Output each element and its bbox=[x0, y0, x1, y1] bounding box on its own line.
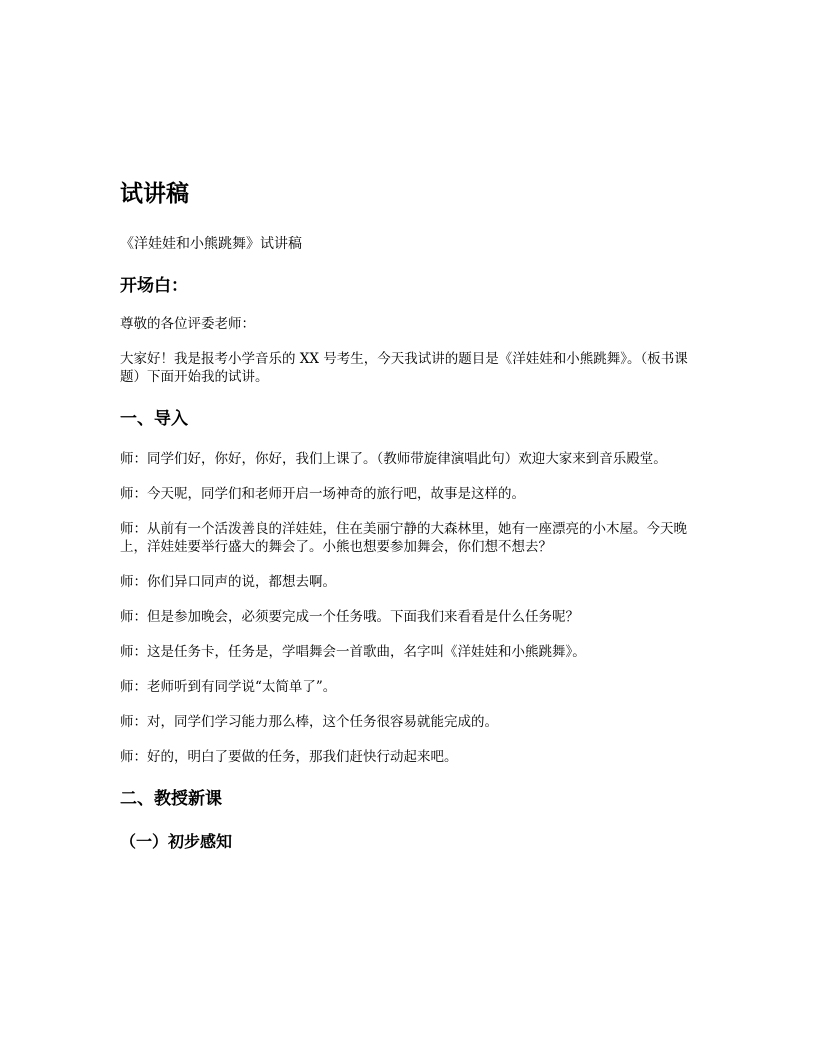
intro-paragraph: 师：老师听到有同学说“太简单了”。 bbox=[120, 679, 337, 695]
intro-paragraph: 师：你们异口同声的说，都想去啊。 bbox=[120, 574, 336, 590]
section-heading-intro: 一、导入 bbox=[120, 409, 188, 429]
intro-paragraph: 师：好的，明白了要做的任务，那我们赶快行动起来吧。 bbox=[120, 749, 458, 765]
opening-paragraph: 大家好！我是报考小学音乐的 XX 号考生，今天我试讲的题目是《洋娃娃和小熊跳舞》。（板书课题）下面开始我的试讲。 bbox=[120, 351, 688, 385]
intro-paragraph: 师：从前有一个活泼善良的洋娃娃，住在美丽宁静的大森林里，她有一座漂亮的小木屋。今天晚上，洋娃娃要举行盛大的舞会了。小熊也想要参加舞会，你们想不想去？ bbox=[120, 521, 687, 555]
subsection-heading-first-perception: （一）初步感知 bbox=[120, 832, 233, 851]
intro-paragraph: 师：对，同学们学习能力那么棒，这个任务很容易就能完成的。 bbox=[120, 714, 498, 730]
document-title: 试讲稿 bbox=[120, 181, 189, 207]
intro-paragraph: 师：这是任务卡，任务是，学唱舞会一首歌曲，名字叫《洋娃娃和小熊跳舞》。 bbox=[120, 644, 586, 660]
intro-paragraph: 师：但是参加晚会，必须要完成一个任务哦。下面我们来看看是什么任务呢？ bbox=[120, 609, 579, 625]
intro-paragraph: 师：今天呢，同学们和老师开启一场神奇的旅行吧，故事是这样的。 bbox=[120, 486, 525, 502]
intro-paragraph: 师：同学们好，你好，你好，我们上课了。（教师带旋律演唱此句）欢迎大家来到音乐殿堂。 bbox=[120, 451, 667, 467]
opening-paragraph: 尊敬的各位评委老师： bbox=[120, 316, 255, 332]
opening-heading: 开场白： bbox=[120, 276, 188, 296]
document-page bbox=[120, 178, 700, 854]
document-subtitle: 《洋娃娃和小熊跳舞》试讲稿 bbox=[120, 236, 302, 252]
section-heading-new-lesson: 二、教授新课 bbox=[120, 789, 222, 809]
